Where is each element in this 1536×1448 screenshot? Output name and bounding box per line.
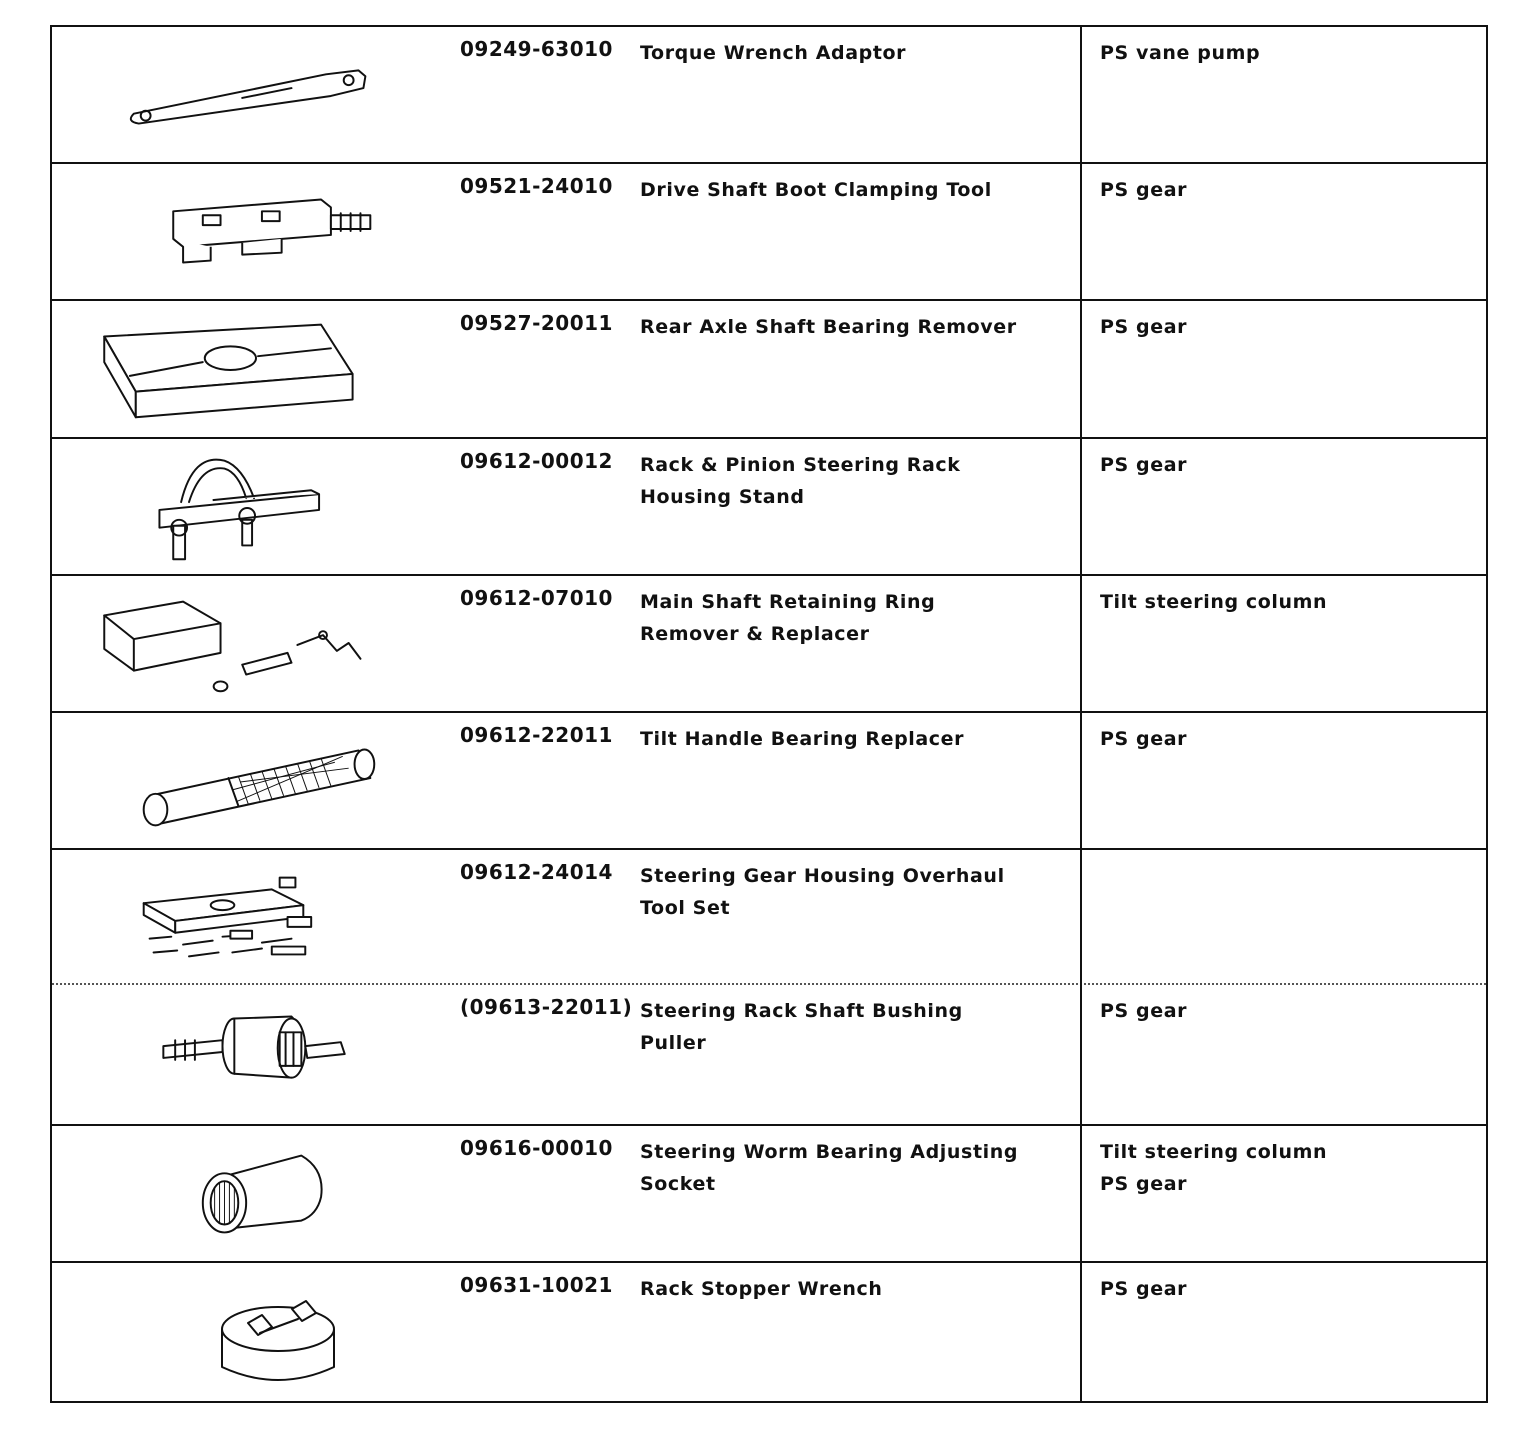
tool-name-line: Tilt Handle Bearing Replacer bbox=[640, 728, 965, 750]
usage-line: PS vane pump bbox=[1100, 42, 1261, 64]
table-row bbox=[52, 576, 1486, 713]
rack-stopper-wrench-icon bbox=[92, 1263, 422, 1401]
tool-name bbox=[640, 860, 1060, 924]
tool-name-line: Rack & Pinion Steering Rack bbox=[640, 454, 961, 476]
tool-name-line: Puller bbox=[640, 1032, 707, 1054]
table-row bbox=[52, 439, 1486, 576]
part-number: 09612-00012 bbox=[460, 449, 613, 473]
tool-name-line: Socket bbox=[640, 1173, 716, 1195]
tool-name bbox=[640, 311, 1060, 343]
part-number: 09527-20011 bbox=[460, 311, 613, 335]
adjusting-socket-icon bbox=[92, 1126, 422, 1261]
rack-housing-stand-icon bbox=[92, 439, 422, 574]
usage-line: PS gear bbox=[1100, 316, 1188, 338]
tool-name-line: Housing Stand bbox=[640, 486, 805, 508]
tool-name-line: Steering Rack Shaft Bushing bbox=[640, 1000, 963, 1022]
special-tool-table bbox=[50, 25, 1488, 1403]
tool-name bbox=[640, 586, 1060, 650]
table-row bbox=[52, 27, 1486, 164]
table-row bbox=[52, 985, 1486, 1126]
table-row bbox=[52, 164, 1486, 301]
usage-line: Tilt steering column bbox=[1100, 591, 1328, 613]
table-row bbox=[52, 301, 1486, 439]
tool-usage bbox=[1100, 311, 1187, 343]
part-number: 09612-24014 bbox=[460, 860, 613, 884]
tool-name bbox=[640, 1273, 1060, 1305]
tool-name bbox=[640, 995, 1060, 1059]
tool-name-line: Rear Axle Shaft Bearing Remover bbox=[640, 316, 1017, 338]
tool-usage bbox=[1100, 723, 1187, 755]
tool-name bbox=[640, 37, 1060, 69]
bushing-puller-icon bbox=[92, 985, 422, 1124]
usage-line: PS gear bbox=[1100, 728, 1188, 750]
usage-line: PS gear bbox=[1100, 454, 1188, 476]
overhaul-tool-set-icon bbox=[92, 850, 422, 983]
retaining-ring-tool-icon bbox=[92, 576, 422, 711]
tool-name-line: Rack Stopper Wrench bbox=[640, 1278, 883, 1300]
torque-wrench-adaptor-icon bbox=[92, 27, 422, 162]
part-number: 09612-07010 bbox=[460, 586, 613, 610]
usage-line: PS gear bbox=[1100, 179, 1188, 201]
bearing-replacer-icon bbox=[92, 713, 422, 848]
tool-name-line: Torque Wrench Adaptor bbox=[640, 42, 907, 64]
bearing-remover-block-icon bbox=[92, 301, 422, 437]
usage-line: PS gear bbox=[1100, 1278, 1188, 1300]
usage-line: PS gear bbox=[1100, 1000, 1188, 1022]
part-number: 09249-63010 bbox=[460, 37, 613, 61]
table-row bbox=[52, 850, 1486, 985]
table-row bbox=[52, 1126, 1486, 1263]
usage-line: PS gear bbox=[1100, 1173, 1188, 1195]
tool-name bbox=[640, 174, 1060, 206]
tool-usage bbox=[1100, 586, 1327, 618]
tool-name bbox=[640, 1136, 1060, 1200]
tool-name-line: Drive Shaft Boot Clamping Tool bbox=[640, 179, 992, 201]
column-divider bbox=[1080, 27, 1082, 1401]
tool-name-line: Remover & Replacer bbox=[640, 623, 870, 645]
part-number: 09616-00010 bbox=[460, 1136, 613, 1160]
part-number: 09631-10021 bbox=[460, 1273, 613, 1297]
tool-usage bbox=[1100, 1136, 1327, 1200]
tool-usage bbox=[1100, 995, 1187, 1027]
part-number: (09613-22011) bbox=[460, 995, 633, 1019]
table-row bbox=[52, 1263, 1486, 1401]
tool-name-line: Steering Worm Bearing Adjusting bbox=[640, 1141, 1019, 1163]
tool-name bbox=[640, 449, 1060, 513]
part-number: 09612-22011 bbox=[460, 723, 613, 747]
tool-usage bbox=[1100, 37, 1260, 69]
table-row bbox=[52, 713, 1486, 850]
tool-name-line: Steering Gear Housing Overhaul bbox=[640, 865, 1005, 887]
tool-name-line: Tool Set bbox=[640, 897, 731, 919]
tool-name-line: Main Shaft Retaining Ring bbox=[640, 591, 936, 613]
tool-usage bbox=[1100, 449, 1187, 481]
boot-clamping-tool-icon bbox=[92, 164, 422, 299]
tool-usage bbox=[1100, 174, 1187, 206]
usage-line: Tilt steering column bbox=[1100, 1141, 1328, 1163]
tool-name bbox=[640, 723, 1060, 755]
tool-usage bbox=[1100, 1273, 1187, 1305]
part-number: 09521-24010 bbox=[460, 174, 613, 198]
